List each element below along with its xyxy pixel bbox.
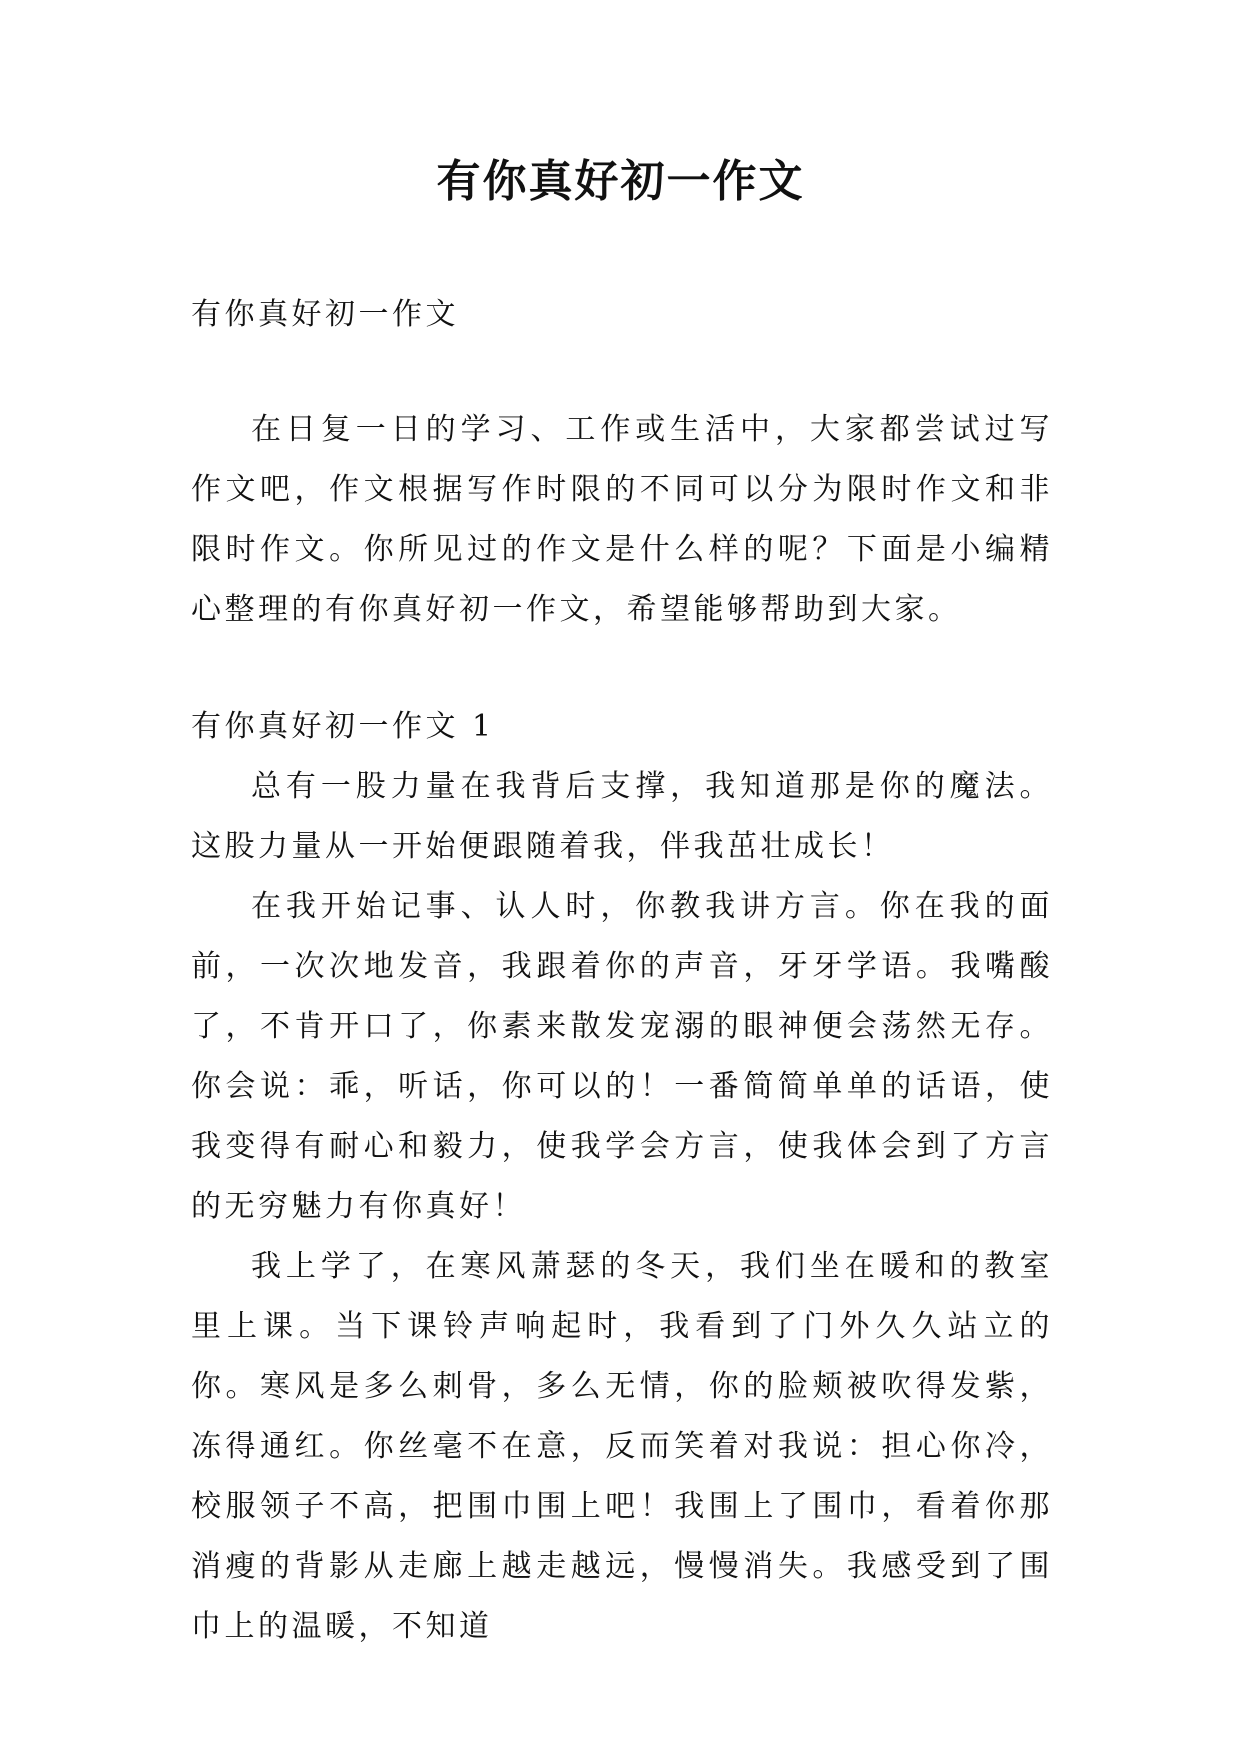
essay-paragraph: 我上学了，在寒风萧瑟的冬天，我们坐在暖和的教室里上课。当下课铃声响起时，我看到了门外久久站立的你。寒风是多么刺骨，多么无情，你的脸颊被吹得发紫，冻得通红。你丝毫不在意，反而笑着对我说：担心你冷，校服领子不高，把围巾围上吧！我围上了围巾，看着你那消瘦的背影从走廊上越走越远，慢慢消失。我感受到了围巾上的温暖，不知道 xyxy=(191,1249,1053,1644)
intro-paragraph: 在日复一日的学习、工作或生活中，大家都尝试过写作文吧，作文根据写作时限的不同可以分为限时作文和非限时作文。你所见过的作文是什么样的呢？下面是小编精心整理的有你真好初一作文，希望能够帮助到大家。 xyxy=(191,412,1053,627)
essay-paragraph: 在我开始记事、认人时，你教我讲方言。你在我的面前，一次次地发音，我跟着你的声音，牙牙学语。我嘴酸了，不肯开口了，你素来散发宠溺的眼神便会荡然无存。你会说：乖，听话，你可以的！一番简简单单的话语，使我变得有耐心和毅力，使我学会方言，使我体会到了方言的无穷魅力有你真好！ xyxy=(191,889,1053,1224)
document-subtitle: 有你真好初一作文 xyxy=(191,297,459,332)
essay-section xyxy=(191,697,1053,1657)
document-title: 有你真好初一作文 xyxy=(436,156,805,207)
essay-paragraph: 总有一股力量在我背后支撑，我知道那是你的魔法。这股力量从一开始便跟随着我，伴我茁壮成长！ xyxy=(191,769,1053,864)
essay-heading: 有你真好初一作文 1 xyxy=(191,709,495,744)
intro-section xyxy=(191,400,1053,640)
